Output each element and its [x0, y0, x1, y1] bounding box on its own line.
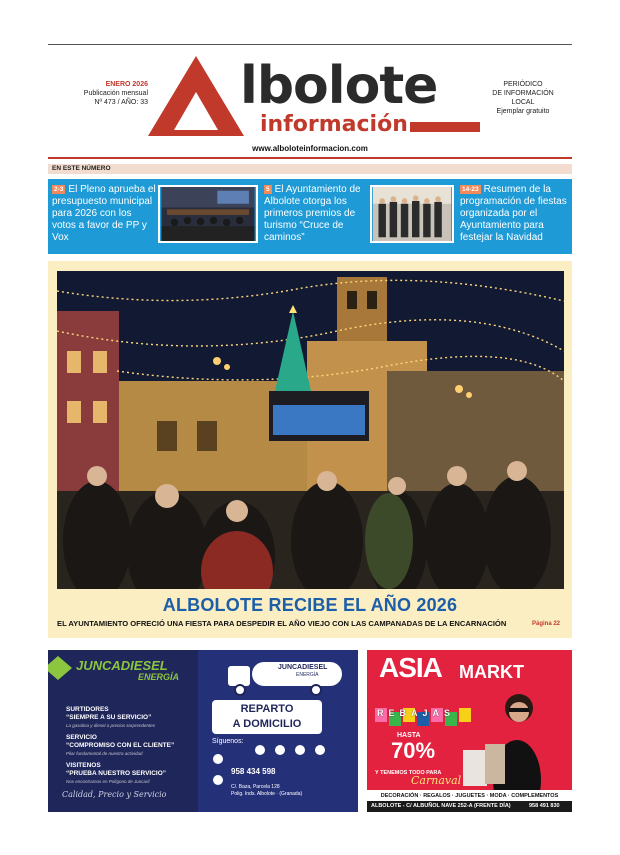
juncadiesel-advertisement[interactable]	[48, 650, 358, 812]
ad-address	[231, 784, 302, 798]
logo-wordmark: lbolote	[240, 56, 438, 116]
teaser-tourism-awards[interactable]	[264, 184, 362, 244]
top-rule	[48, 44, 572, 45]
teaser-christmas-program[interactable]	[460, 184, 568, 244]
delivery-line-1: REPARTO	[240, 703, 294, 715]
teaser-page-badge: 14-23	[462, 186, 479, 193]
hero-page-reference[interactable]: Página 22	[532, 621, 561, 627]
front-page-story	[48, 261, 572, 638]
ad-block-3	[66, 762, 206, 786]
teaser-text: El Pleno aprueba el presupuesto municipal para 2026 con los votos a favor de PP y Vox	[52, 184, 156, 243]
ad-carnival: Carnaval	[411, 774, 462, 787]
hero-headline[interactable]: ALBOLOTE RECIBE EL AÑO 2026	[162, 595, 458, 615]
teaser-photo-plenary[interactable]	[158, 185, 258, 243]
delivery-line-2: A DOMICILIO	[232, 718, 302, 730]
logo-subtitle: información	[260, 112, 408, 137]
logo-accent-bar	[410, 122, 480, 132]
ad-upto: HASTA	[397, 732, 421, 739]
ad-block-1-note: La gasolina y diesel a precios sorprendentes	[66, 723, 156, 728]
ad-discount: 70%	[391, 738, 436, 763]
ad-block-2-note: Pilar fundamental de nuestra actividad	[66, 751, 143, 756]
teaser-strip	[48, 179, 572, 254]
ad-block-3-note: Nos encontramos en Polígono de Juncaril	[66, 779, 150, 784]
in-this-issue-bar: EN ESTE NÚMERO	[48, 164, 572, 174]
ad-block-2-title: SERVICIO	[66, 734, 97, 741]
teaser-page-badge: 2-3	[54, 186, 64, 193]
follow-us-label: Síguenos:	[212, 738, 244, 745]
pub-line-3: LOCAL	[511, 99, 535, 106]
teaser-page-badge: 5	[266, 186, 270, 193]
edition-info	[48, 80, 148, 107]
home-delivery-box	[212, 700, 322, 734]
ad-address-line-2: Polig. Inds. Albolote · (Granada)	[231, 791, 303, 797]
red-rule	[48, 157, 572, 159]
ad-block-1-title: SURTIDORES	[66, 706, 109, 713]
pub-line-2: DE INFORMACIÓN	[492, 90, 554, 97]
teaser-budget[interactable]	[52, 184, 156, 244]
teaser-text: El Ayuntamiento de Albolote otorga los primeros premios de turismo “Cruce de caminos”	[264, 184, 361, 243]
website-link[interactable]: www.alboloteinformacion.com	[252, 144, 368, 153]
newspaper-logo[interactable]	[148, 50, 478, 142]
ad-store-phone[interactable]: 958 491 830	[529, 803, 560, 809]
teaser-photo-awards[interactable]	[370, 185, 454, 243]
hero-photo-new-year-celebration[interactable]	[57, 271, 564, 589]
masthead	[48, 50, 572, 148]
truck-brand: JUNCADIESEL	[278, 664, 328, 671]
ad-brand: JUNCADIESEL	[76, 658, 168, 673]
edition-frequency: Publicación mensual	[83, 90, 148, 97]
ad-sale-label: REBAJAS	[377, 708, 456, 718]
ad-block-3-quote: “PRUEBA NUESTRO SERVICIO”	[66, 770, 167, 777]
publication-info	[474, 80, 572, 116]
ad-block-3-title: VISITENOS	[66, 762, 101, 769]
ad-brand-asia: ASIA	[379, 652, 442, 683]
ad-block-2-quote: “COMPROMISO CON EL CLIENTE”	[66, 742, 175, 749]
edition-date: ENERO 2026	[105, 81, 148, 88]
ad-slogan: Calidad, Precio y Servicio	[62, 790, 167, 799]
ad-block-1-quote: “SIEMPRE A SU SERVICIO”	[66, 714, 152, 721]
ad-tagline: Y TENEMOS TODO PARA	[375, 770, 442, 776]
ad-block-1	[66, 706, 206, 730]
truck-brand-sub: ENERGÍA	[296, 672, 319, 678]
logo-triangle-icon	[148, 50, 248, 142]
hero-subheadline: EL AYUNTAMIENTO OFRECIÓ UNA FIESTA PARA DESPEDIR EL AÑO VIEJO CON LAS CAMPANADAS DE LA ENCARNACIÓN	[57, 619, 507, 628]
ad-address-line-1: C/. Baza, Parcela 128	[231, 784, 280, 790]
ad-block-2	[66, 734, 206, 758]
ad-brand-markt: MARKT	[459, 662, 524, 682]
teaser-text: Resumen de la programación de fiestas organizada por el Ayuntamiento para festejar la Navidad	[460, 184, 567, 243]
ad-phone[interactable]: 958 434 598	[231, 767, 276, 776]
ad-brand-sub: ENERGÍA	[138, 672, 180, 682]
edition-number: Nº 473 / AÑO: 33	[94, 99, 148, 106]
pub-line-4: Ejemplar gratuito	[496, 108, 550, 115]
asia-markt-advertisement[interactable]	[367, 650, 572, 812]
pub-line-1: PERIÓDICO	[503, 81, 543, 88]
ad-store-address: ALBOLOTE - C/ ALBUÑOL NAVE 252-A (FRENTE DÍA)	[371, 803, 511, 809]
ad-product-list: DECORACIÓN · REGALOS · JUGUETES · MODA · COMPLEMENTOS	[380, 793, 559, 799]
